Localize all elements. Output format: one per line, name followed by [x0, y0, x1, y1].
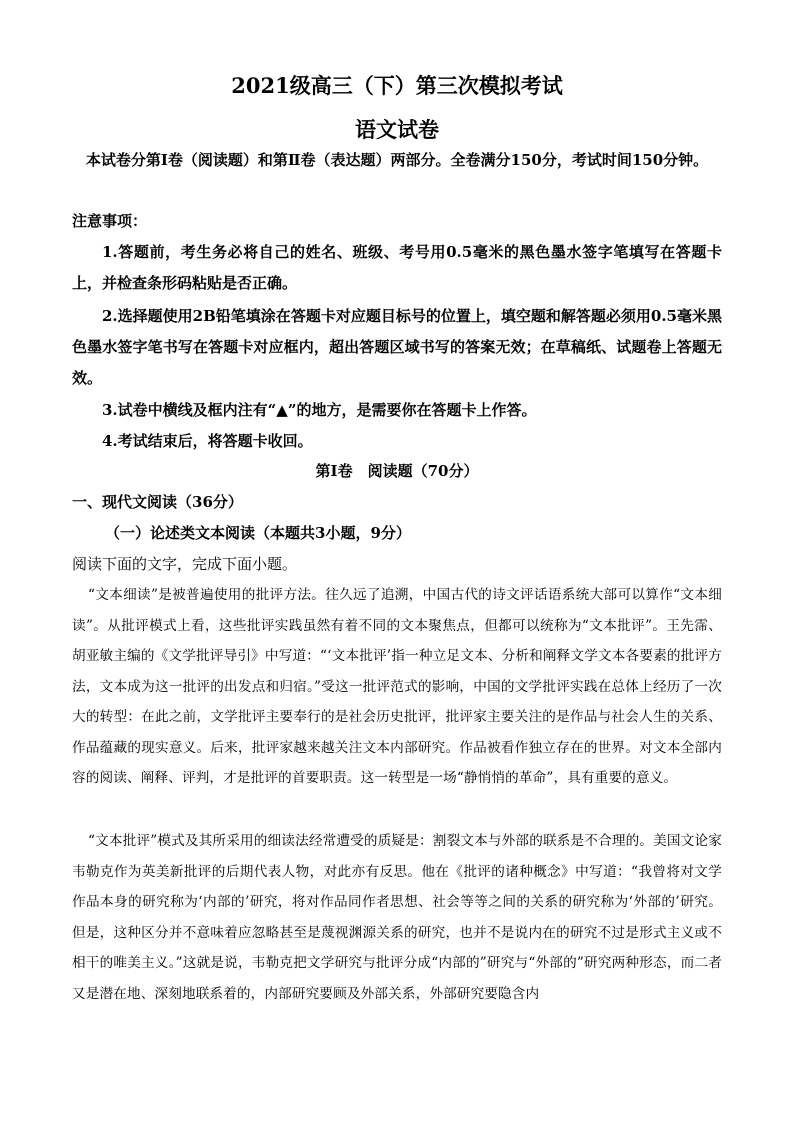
subsection-title: （一）论述类文本阅读（本题共3小题，9分） [105, 524, 411, 542]
part-title: 第Ⅰ卷 阅读题（70分） [315, 462, 479, 480]
note-item-2: 2.选择题使用2B铅笔填涂在答题卡对应题目标号的位置上，填空题和解答题必须用0.5毫米黑色墨水签字笔书写在答题卡对应框内，超出答题区域书写的答案无效；在草稿纸、试题卷上答题无效。 [72, 307, 722, 387]
paragraph-text: “文本批评”模式及其所采用的细读法经常遭受的质疑是：割裂文本与外部的联系是不合理的。美国文论家韦勒克作为英美新批评的后期代表人物，对此亦有反思。他在《批评的诸种概念》中写道：“我曾将对文学作品本身的研究称为‘内部的’研究，将对作品同作者思想、社会等等之间的关系的研究称为‘外部的’研究。但是，这种区分并不意味着应忽略甚至是蔑视渊源关系的研究，也并不是说内在的研究不过是形式主义或不相干的唯美主义。”这就是说，韦勒克把文学研究与批评分成“内部的”研究与“外部的”研究两种形态，而二者又是潜在地、深刻地联系着的，内部研究要顾及外部关系，外部研究要隐含内 [72, 833, 722, 1002]
note-item-4: 4.考试结束后，将答题卡收回。 [102, 432, 313, 450]
exam-title: 2021级高三（下）第三次模拟考试 [231, 73, 563, 98]
reading-instruction: 阅读下面的文字，完成下面小题。 [72, 555, 298, 573]
notes-title: 注意事项： [72, 212, 148, 230]
reading-passage-paragraph-2 [72, 826, 722, 1009]
reading-passage-paragraph-1 [72, 580, 722, 794]
subject-title: 语文试卷 [355, 117, 439, 142]
note-item-1: 1.答题前，考生务必将自己的姓名、班级、考号用0.5毫米的黑色墨水签字笔填写在答题卡上，并检查条形码粘贴是否正确。 [72, 243, 722, 292]
exam-intro: 本试卷分第Ⅰ卷（阅读题）和第Ⅱ卷（表达题）两部分。全卷满分150分，考试时间150分钟。 [85, 151, 709, 169]
section-title: 一、现代文阅读（36分） [72, 493, 243, 511]
note-item-3: 3.试卷中横线及框内注有“▲”的地方，是需要你在答题卡上作答。 [102, 401, 537, 419]
paragraph-text: “文本细读”是被普遍使用的批评方法。往久远了追溯，中国古代的诗文评话语系统大部可以算作“文本细读”。从批评模式上看，这些批评实践虽然有着不同的文本聚焦点，但都可以统称为“文本批评”。王先霈、胡亚敏主编的《文学批评导引》中写道：“‘文本批评’指一种立足文本、分析和阐释文学文本各要素的批评方法，文本成为这一批评的出发点和归宿。”受这一批评范式的影响，中国的文学批评实践在总体上经历了一次大的转型：在此之前，文学批评主要奉行的是社会历史批评，批评家主要关注的是作品与社会人生的关系、作品蕴藏的现实意义。后来，批评家越来越关注文本内部研究。作品被看作独立存在的世界。对文本全部内容的阅读、阐释、评判，才是批评的首要职责。这一转型是一场“静悄悄的革命”，具有重要的意义。 [72, 587, 722, 786]
